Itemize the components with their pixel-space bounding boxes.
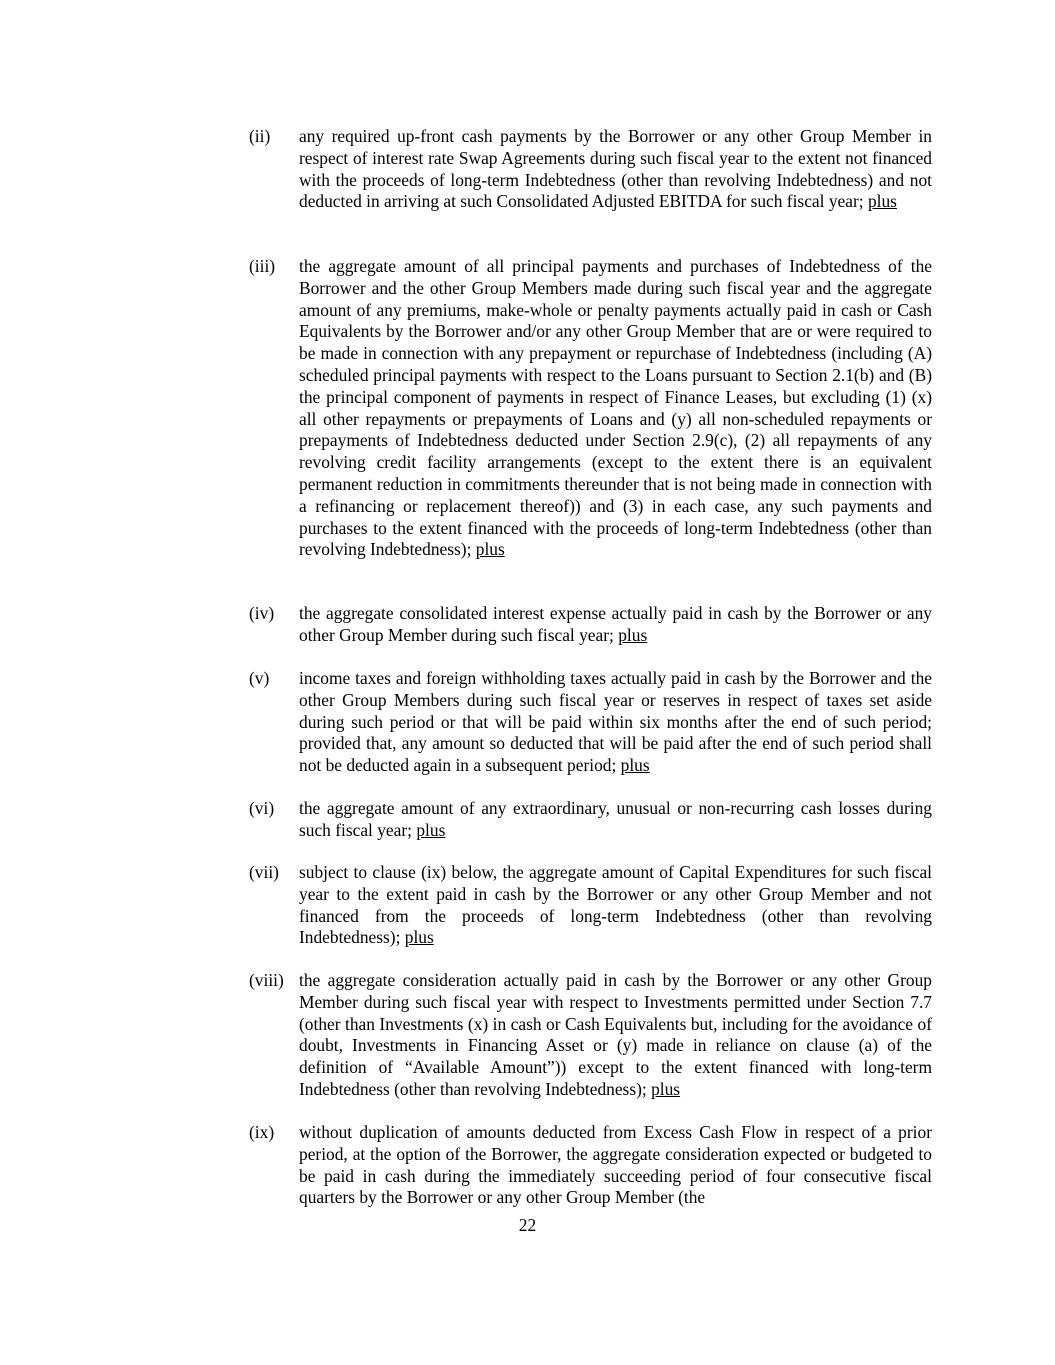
clause-body bbox=[299, 668, 932, 777]
clause-number: (v) bbox=[249, 668, 270, 688]
clause-body bbox=[299, 970, 932, 1101]
clause-iii bbox=[249, 256, 932, 561]
clause-text: the aggregate consolidated interest expense actually paid in cash by the Borrower or any other Group Member during such fiscal year; bbox=[299, 603, 932, 645]
clause-number: (ix) bbox=[249, 1122, 275, 1142]
clause-plus: plus bbox=[404, 927, 434, 948]
clause-number: (vii) bbox=[249, 862, 279, 882]
clause-body bbox=[299, 256, 932, 561]
clause-number: (vi) bbox=[249, 798, 275, 818]
clause-plus: plus bbox=[651, 1078, 681, 1099]
clause-body bbox=[299, 798, 932, 842]
clause-body bbox=[299, 603, 932, 647]
clause-number: (iv) bbox=[249, 603, 275, 623]
clause-vi bbox=[249, 798, 932, 842]
clause-number: (iii) bbox=[249, 256, 276, 276]
clause-viii bbox=[249, 970, 932, 1101]
clause-text: the aggregate amount of all principal payments and purchases of Indebtedness of the Borrower and the other Group Members made during such fiscal year and the aggregate amount of any premiums, make-whole or penalty payments actually paid in cash or Cash Equivalents by the Borrower and/or any other Group Member that are or were required to be made in connection with any prepayment or repurchase of Indebtedness (including (A) scheduled principal payments with respect to the Loans pursuant to Section 2.1(b) and (B) the principal component of payments in respect of Finance Leases, but excluding (1) (x) all other repayments or prepayments of Loans and (y) all non-scheduled repayments or prepayments of Indebtedness deducted under Section 2.9(c), (2) all repayments of any revolving credit facility arrangements (except to the extent there is an equivalent permanent reduction in commitments thereunder that is not being made in connection with a refinancing or replacement thereof)) and (3) in each case, any such payments and purchases to the extent financed with the proceeds of long-term Indebtedness (other than revolving Indebtedness); bbox=[299, 256, 932, 560]
clause-plus: plus bbox=[618, 624, 648, 645]
clause-plus: plus bbox=[475, 539, 505, 560]
clause-plus: plus bbox=[620, 755, 650, 776]
clause-text: subject to clause (ix) below, the aggregate amount of Capital Expenditures for such fiscal year to the extent paid in cash by the Borrower or any other Group Member and not financed from the proceeds of long-term Indebtedness (other than revolving Indebtedness); bbox=[299, 862, 932, 948]
page-number: 22 bbox=[518, 1215, 537, 1235]
clause-vii bbox=[249, 862, 932, 949]
clause-v bbox=[249, 668, 932, 777]
clause-body bbox=[299, 862, 932, 949]
clause-text: the aggregate consideration actually paid in cash by the Borrower or any other Group Member during such fiscal year with respect to Investments permitted under Section 7.7 (other than Investments (x) in cash or Cash Equivalents but, including for the avoidance of doubt, Investments in Financing Asset or (y) made in reliance on clause (a) of the definition of “Available Amount”)) except to the extent financed with long-term Indebtedness (other than revolving Indebtedness); bbox=[299, 970, 932, 1099]
clause-ii bbox=[249, 126, 932, 213]
clause-body bbox=[299, 1122, 932, 1209]
clause-text: income taxes and foreign withholding taxes actually paid in cash by the Borrower and the other Group Members during such fiscal year or reserves in respect of taxes set aside during such period or that will be paid within six months after the end of such period; provided that, any amount so deducted that will be paid after the end of such period shall not be deducted again in a subsequent period; bbox=[299, 668, 932, 776]
clause-text: without duplication of amounts deducted from Excess Cash Flow in respect of a prior period, at the option of the Borrower, the aggregate consideration expected or budgeted to be paid in cash during the immediately succeeding period of four consecutive fiscal quarters by the Borrower or any other Group Member (the bbox=[299, 1122, 932, 1208]
clause-ix bbox=[249, 1122, 932, 1209]
clause-body bbox=[299, 126, 932, 213]
clause-number: (ii) bbox=[249, 126, 271, 146]
clause-text: the aggregate amount of any extraordinary, unusual or non-recurring cash losses during such fiscal year; bbox=[299, 798, 932, 840]
clause-iv bbox=[249, 603, 932, 647]
clause-plus: plus bbox=[867, 191, 897, 212]
clause-text: any required up-front cash payments by the Borrower or any other Group Member in respect of interest rate Swap Agreements during such fiscal year to the extent not financed with the proceeds of long-term Indebtedness (other than revolving Indebtedness) and not deducted in arriving at such Consolidated Adjusted EBITDA for such fiscal year; bbox=[299, 126, 932, 212]
clause-plus: plus bbox=[416, 819, 446, 840]
clause-number: (viii) bbox=[249, 970, 284, 990]
